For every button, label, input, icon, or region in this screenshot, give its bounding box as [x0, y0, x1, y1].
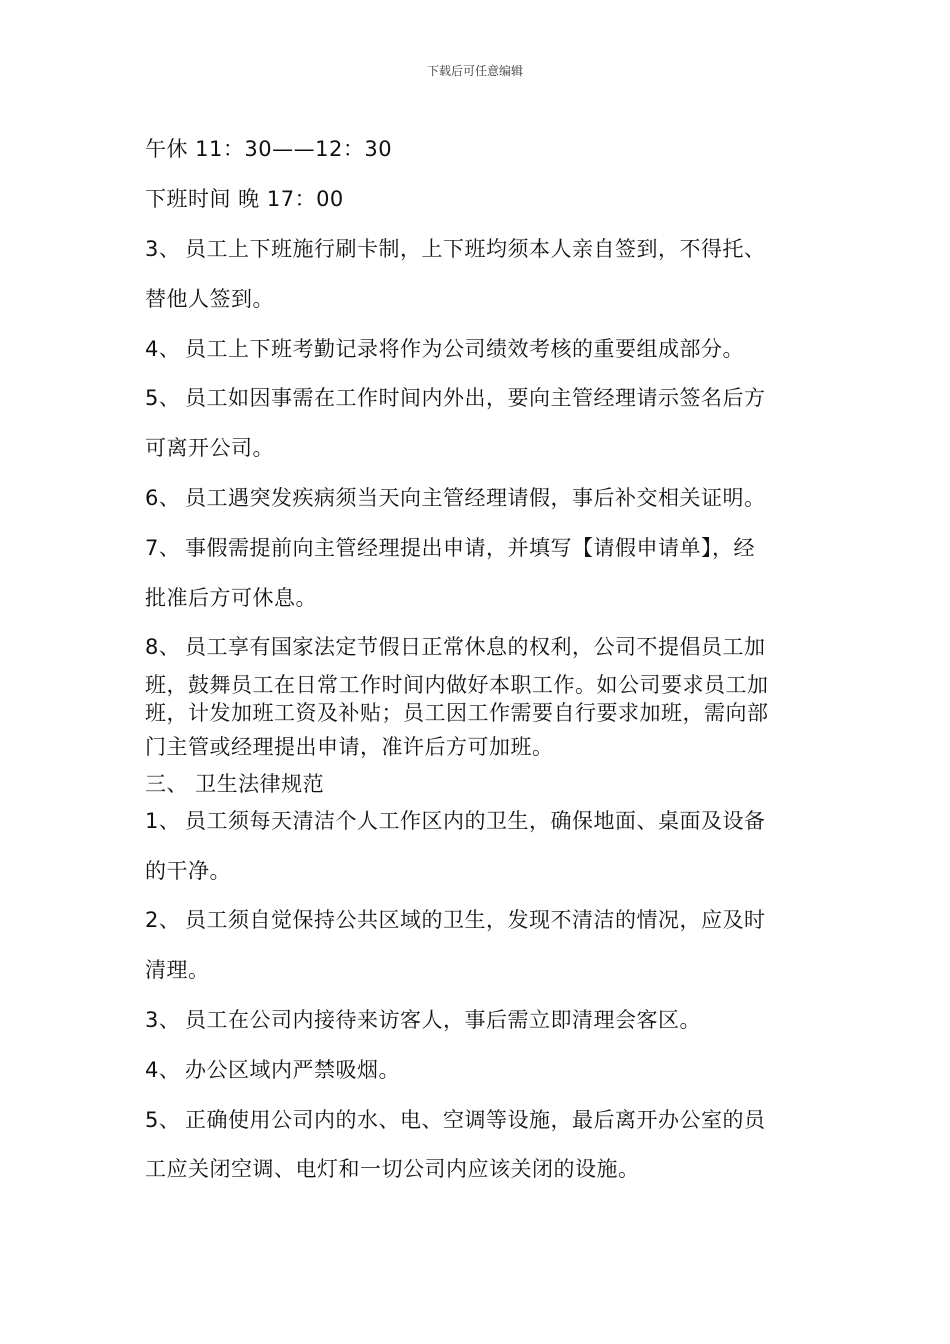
item-number: 2、: [145, 908, 181, 932]
text-line: [145, 1155, 640, 1183]
line-text: 员工须每天清洁个人工作区内的卫生，确保地面、桌面及设备: [185, 809, 766, 833]
line-text: 清理。: [145, 958, 210, 982]
item-number: 5、: [145, 386, 181, 410]
text-line: [145, 584, 317, 612]
item-number: 4、: [145, 337, 181, 361]
text-line: [145, 534, 755, 562]
line-text: 班，计发加班工资及补贴；员工因工作需要自行要求加班，需向部: [145, 701, 769, 725]
section-heading: [145, 770, 324, 798]
line-text: 员工须自觉保持公共区域的卫生，发现不清洁的情况，应及时: [185, 908, 766, 932]
line-text: 员工享有国家法定节假日正常休息的权利，公司不提倡员工加: [185, 635, 766, 659]
text-line: [145, 384, 766, 412]
line-text: 门主管或经理提出申请，准许后方可加班。: [145, 735, 554, 759]
item-number: 7、: [145, 536, 181, 560]
line-text: 批准后方可休息。: [145, 586, 317, 610]
line-text: 员工如因事需在工作时间内外出，要向主管经理请示签名后方: [185, 386, 766, 410]
item-number: 3、: [145, 1008, 181, 1032]
line-text: 工应关闭空调、电灯和一切公司内应该关闭的设施。: [145, 1157, 640, 1181]
text-line: [145, 484, 766, 512]
line-text: 办公区域内严禁吸烟。: [185, 1058, 400, 1082]
text-line: [145, 956, 210, 984]
line-text: 可离开公司。: [145, 436, 274, 460]
line-text: 下班时间 晚 17：00: [145, 187, 344, 211]
line-text: 员工遇突发疾病须当天向主管经理请假，事后补交相关证明。: [185, 486, 766, 510]
line-text: 的干净。: [145, 859, 231, 883]
line-text: 员工在公司内接待来访客人，事后需立即清理会客区。: [185, 1008, 701, 1032]
page-header-note: 下载后可任意编辑: [426, 64, 523, 78]
item-number: 4、: [145, 1058, 181, 1082]
line-text: 事假需提前向主管经理提出申请，并填写【请假申请单】，经: [185, 536, 755, 560]
line-text: 员工上下班施行刷卡制，上下班均须本人亲自签到，不得托、: [185, 237, 766, 261]
line-text: 午休 11：30——12：30: [145, 137, 393, 161]
item-number: 3、: [145, 237, 181, 261]
text-line: [145, 857, 231, 885]
text-line: [145, 185, 344, 213]
line-text: 替他人签到。: [145, 287, 274, 311]
item-number: 6、: [145, 486, 181, 510]
text-line: [145, 285, 274, 313]
text-line: [145, 434, 274, 462]
item-number: 1、: [145, 809, 181, 833]
line-text: 班，鼓舞员工在日常工作时间内做好本职工作。如公司要求员工加: [145, 673, 769, 697]
text-line: [145, 335, 744, 363]
text-line: [145, 1006, 701, 1034]
text-line: [145, 733, 554, 761]
text-line: [145, 135, 392, 163]
text-line: [145, 1056, 400, 1084]
section-heading-text: 三、 卫生法律规范: [145, 772, 325, 796]
text-line: [145, 1106, 766, 1134]
text-line: [145, 235, 766, 263]
text-line: [145, 807, 766, 835]
line-text: 员工上下班考勤记录将作为公司绩效考核的重要组成部分。: [185, 337, 744, 361]
item-number: 5、: [145, 1108, 181, 1132]
item-number: 8、: [145, 635, 181, 659]
line-text: 正确使用公司内的水、电、空调等设施，最后离开办公室的员: [185, 1108, 766, 1132]
text-line: [145, 699, 769, 727]
text-line: [145, 633, 766, 661]
text-line: [145, 671, 769, 699]
text-line: [145, 906, 766, 934]
